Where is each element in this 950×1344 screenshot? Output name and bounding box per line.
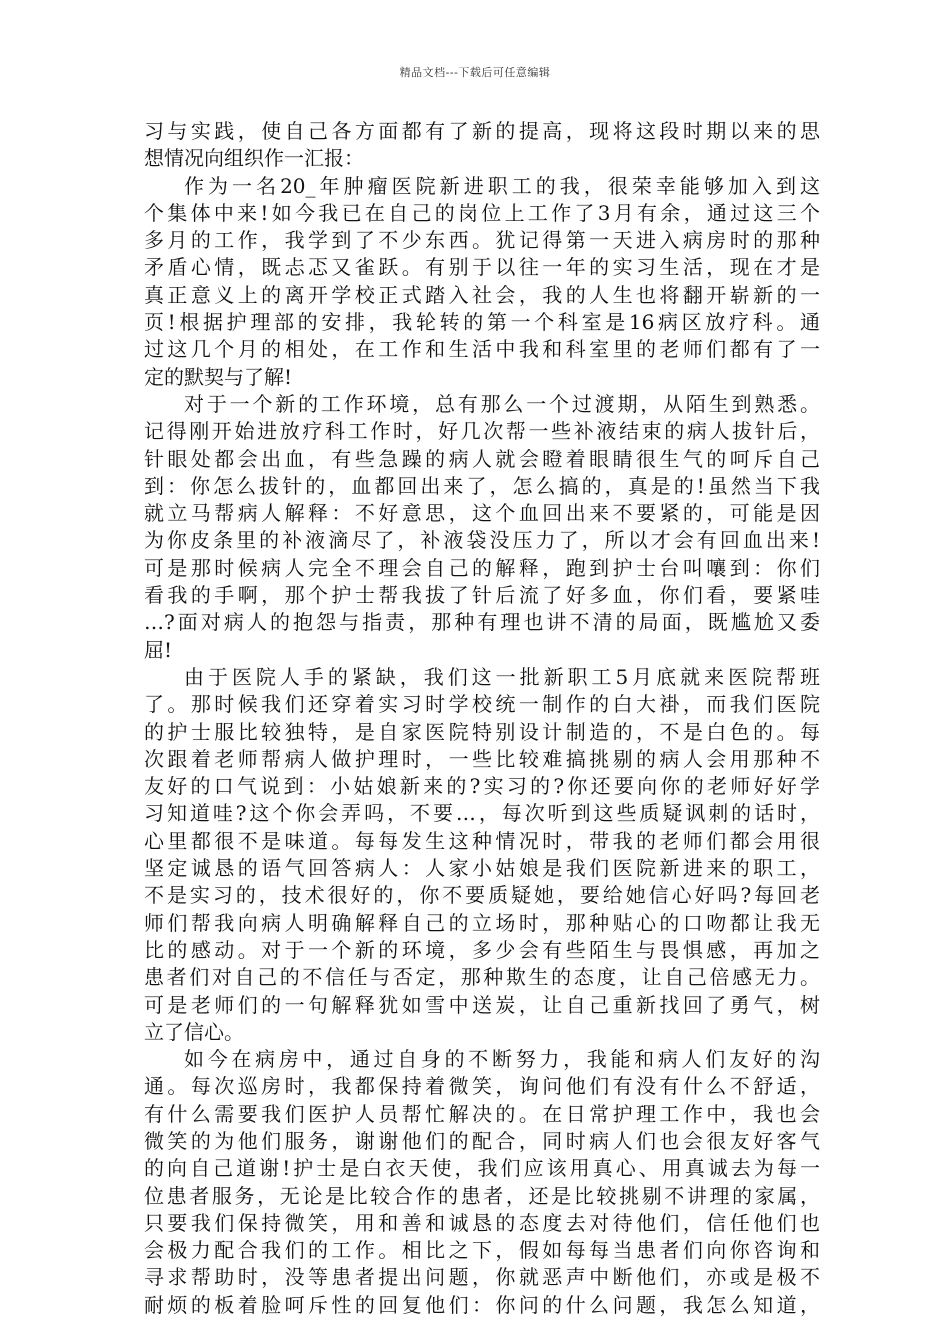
text-line: 对于一个新的工作环境，总有那么一个过渡期，从陌生到熟悉。 (184, 391, 820, 416)
text-line: 由于医院人手的紧缺，我们这一批新职工5月底就来医院帮班 (184, 664, 820, 689)
text-line: 就立马帮病人解释：不好意思，这个血回出来不要紧的，可能是因 (144, 501, 820, 526)
text-line: 患者们对自己的不信任与否定，那种欺生的态度，让自己倍感无力。 (144, 965, 820, 990)
paragraph (144, 118, 820, 173)
text-line: 位患者服务，无论是比较合作的患者，还是比较挑剔不讲理的家属， (144, 1183, 820, 1208)
text-line: 通。每次巡房时，我都保持着微笑，询问他们有没有什么不舒适， (144, 1074, 820, 1099)
text-line: 了。那时候我们还穿着实习时学校统一制作的白大褂，而我们医院 (144, 692, 820, 717)
text-line: 可是老师们的一句解释犹如雪中送炭，让自己重新找回了勇气，树 (144, 992, 820, 1017)
text-line: 友好的口气说到：小姑娘新来的?实习的?你还要向你的老师好好学 (144, 774, 820, 799)
paragraph (144, 664, 820, 1046)
text-line: 为你皮条里的补液滴尽了，补液袋没压力了，所以才会有回血出来! (144, 528, 820, 553)
text-line: 屈! (144, 637, 173, 662)
text-line: 可是那时候病人完全不理会自己的解释，跑到护士台叫嚷到：你们 (144, 555, 820, 580)
text-line: 作为一名20_年肿瘤医院新进职工的我，很荣幸能够加入到这 (184, 173, 820, 198)
text-line: 有什么需要我们医护人员帮忙解决的。在日常护理工作中，我也会 (144, 1101, 820, 1126)
text-line: 个集体中来!如今我已在自己的岗位上工作了3月有余，通过这三个 (144, 200, 820, 225)
text-line: 会极力配合我们的工作。相比之下，假如每每当患者们向你咨询和 (144, 1238, 820, 1263)
text-line: 习知道哇?这个你会弄吗，不要…，每次听到这些质疑讽刺的话时， (144, 801, 820, 826)
text-line: 微笑的为他们服务，谢谢他们的配合，同时病人们也会很友好客气 (144, 1128, 820, 1153)
text-line: 的向自己道谢!护士是白衣天使，我们应该用真心、用真诚去为每一 (144, 1156, 820, 1181)
text-line: 矛盾心情，既忐忑又雀跃。有别于以往一年的实习生活，现在才是 (144, 255, 820, 280)
text-line: 到：你怎么拔针的，血都回出来了，怎么搞的，真是的!虽然当下我 (144, 473, 820, 498)
text-line: 立了信心。 (144, 1019, 244, 1044)
text-line: 想情况向组织作一汇报： (144, 146, 364, 171)
text-line: 针眼处都会出血，有些急躁的病人就会瞪着眼睛很生气的呵斥自己 (144, 446, 820, 471)
page-header: 精品文档---下载后可任意编辑 (399, 66, 551, 79)
text-line: 真正意义上的离开学校正式踏入社会，我的人生也将翻开崭新的一 (144, 282, 820, 307)
text-line: 如今在病房中，通过自身的不断努力，我能和病人们友好的沟 (184, 1047, 820, 1072)
text-line: 不是实习的，技术很好的，你不要质疑她，要给她信心好吗?每回老 (144, 883, 820, 908)
text-line: 多月的工作，我学到了不少东西。犹记得第一天进入病房时的那种 (144, 228, 820, 253)
document-body (144, 118, 820, 1319)
text-line: 次跟着老师帮病人做护理时，一些比较难搞挑剔的病人会用那种不 (144, 746, 820, 771)
text-line: 记得刚开始进放疗科工作时，好几次帮一些补液结束的病人拔针后， (144, 419, 820, 444)
text-line: 心里都很不是味道。每每发生这种情况时，带我的老师们都会用很 (144, 828, 820, 853)
text-line: 的护士服比较独特，是自家医院特别设计制造的，不是白色的。每 (144, 719, 820, 744)
text-line: 页!根据护理部的安排，我轮转的第一个科室是16病区放疗科。通 (144, 310, 820, 335)
paragraph (144, 173, 820, 391)
text-line: 定的默契与了解! (144, 364, 293, 389)
text-line: 耐烦的板着脸呵斥性的回复他们：你问的什么问题，我怎么知道， (144, 1292, 820, 1317)
text-line: 看我的手啊，那个护士帮我拔了针后流了好多血，你们看，要紧哇 (144, 583, 820, 608)
text-line: 寻求帮助时，没等患者提出问题，你就恶声中断他们，亦或是极不 (144, 1265, 820, 1290)
text-line: 师们帮我向病人明确解释自己的立场时，那种贴心的口吻都让我无 (144, 910, 820, 935)
text-line: 习与实践，使自己各方面都有了新的提高，现将这段时期以来的思 (144, 119, 820, 143)
paragraph (144, 391, 820, 664)
text-line: …?面对病人的抱怨与指责，那种有理也讲不清的局面，既尴尬又委 (144, 610, 820, 635)
text-line: 过这几个月的相处，在工作和生活中我和科室里的老师们都有了一 (144, 337, 820, 362)
paragraph (144, 1046, 820, 1319)
text-line: 比的感动。对于一个新的环境，多少会有些陌生与畏惧感，再加之 (144, 937, 820, 962)
text-line: 坚定诚恳的语气回答病人：人家小姑娘是我们医院新进来的职工， (144, 856, 820, 881)
text-line: 只要我们保持微笑，用和善和诚恳的态度去对待他们，信任他们也 (144, 1210, 820, 1235)
